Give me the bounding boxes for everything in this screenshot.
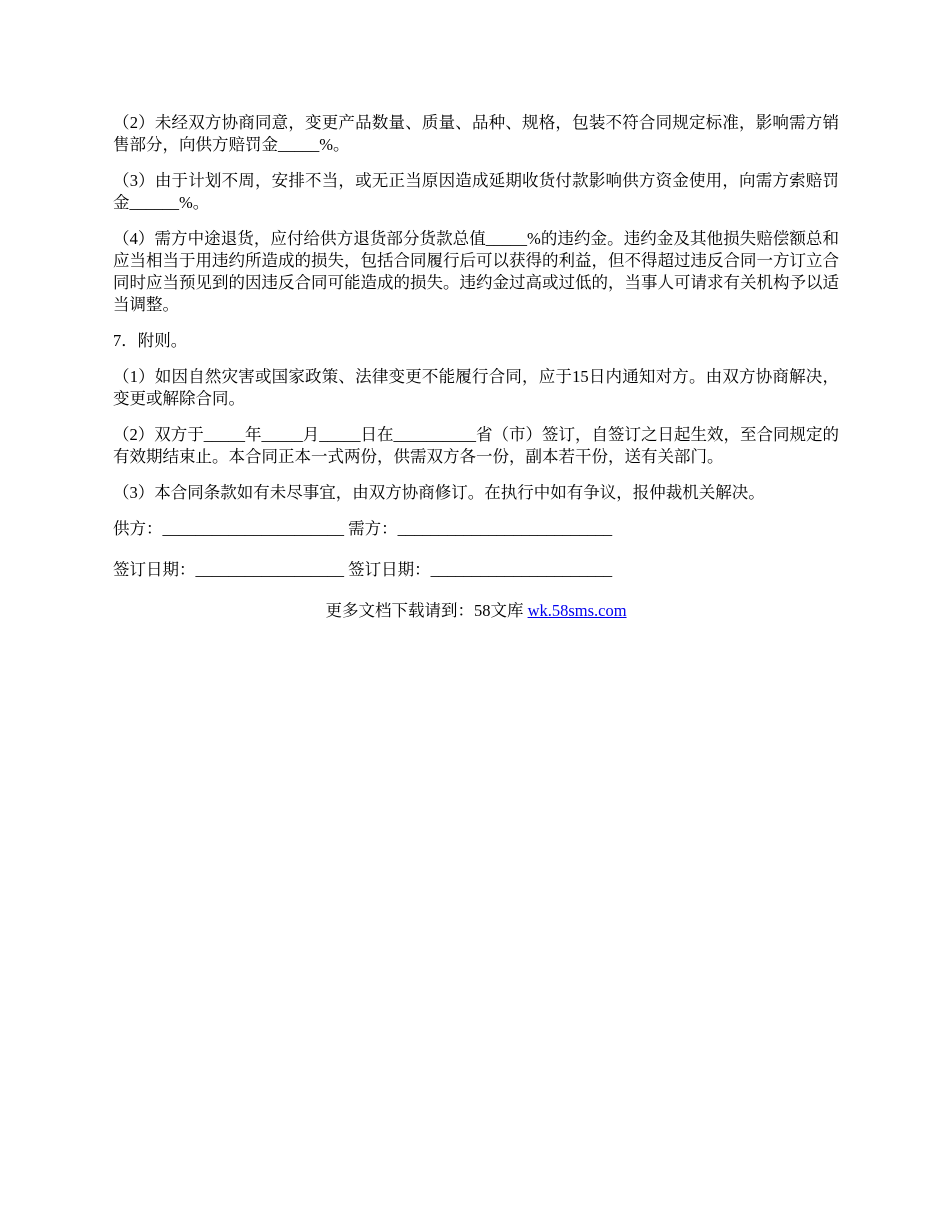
appendix-clause-3: （3）本合同条款如有未尽事宜，由双方协商修订。在执行中如有争议，报仲裁机关解决。	[113, 483, 765, 502]
clause-3-penalty: （3）由于计划不周，安排不当，或无正当原因造成延期收货付款影响供方资金使用，向需方索赔罚金______%。	[113, 171, 839, 212]
clause-4-return-goods: （4）需方中途退货，应付给供方退货部分货款总值_____%的违约金。违约金及其他损失赔偿额总和应当相当于用违约所造成的损失，包括合同履行后可以获得的利益，但不得超过违反合同一方订立合同时应当预见到的因违反合同可能造成的损失。违约金过高或过低的，当事人可请求有关机构予以适当调整。	[113, 229, 839, 314]
download-footer	[113, 600, 839, 622]
supplier-signature-field: 供方：______________________	[113, 519, 349, 538]
appendix-clause-2: （2）双方于_____年_____月_____日在__________省（市）签订，自签订之日起生效，至合同规定的有效期结束止。本合同正本一式两份，供需双方各一份，副本若干份，送有关部门。	[113, 425, 839, 466]
footer-link[interactable]: wk.58sms.com	[527, 601, 627, 620]
supplier-date-field: 签订日期：__________________	[113, 560, 349, 579]
buyer-signature-field: 需方：__________________________	[348, 519, 613, 538]
footer-text: 更多文档下载请到：58文库	[325, 601, 528, 620]
appendix-clause-1: （1）如因自然灾害或国家政策、法律变更不能履行合同，应于15日内通知对方。由双方协商解决，变更或解除合同。	[113, 367, 839, 408]
signature-dates-row	[113, 559, 839, 581]
buyer-date-field: 签订日期：______________________	[348, 560, 613, 579]
signature-parties-row	[113, 518, 839, 540]
section-7-heading: 7．附则。	[113, 331, 188, 350]
clause-2-penalty: （2）未经双方协商同意，变更产品数量、质量、品种、规格，包装不符合同规定标准，影响需方销售部分，向供方赔罚金_____%。	[113, 113, 839, 154]
document-page	[113, 112, 839, 622]
